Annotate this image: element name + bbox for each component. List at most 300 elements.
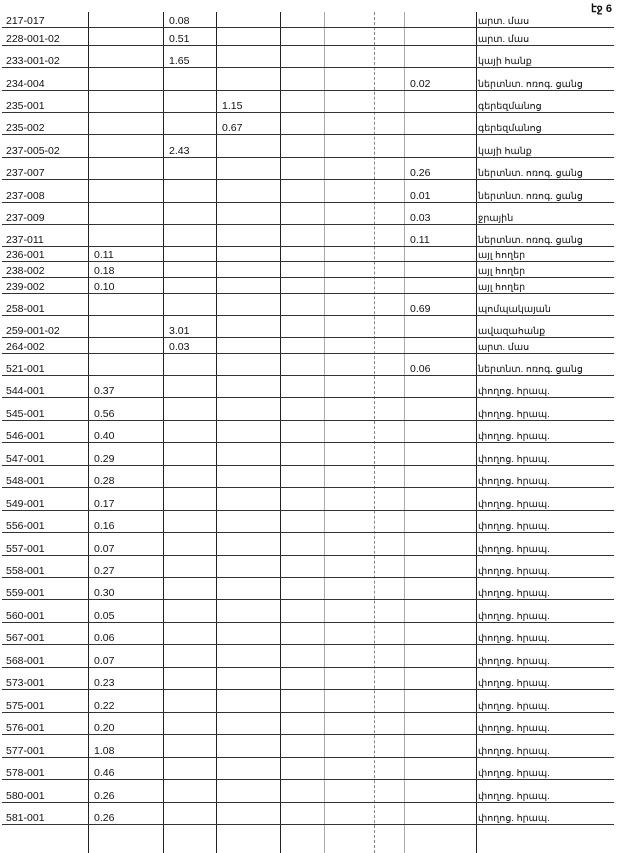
cell-description: կայի հանք: [476, 134, 614, 157]
cell-description: փողոց. հրապ.: [476, 465, 614, 487]
cell-col-3: [216, 734, 280, 757]
table-row: [2, 112, 614, 134]
cell-col-3: [216, 67, 280, 90]
cell-col-3: [216, 353, 280, 375]
cell-col-4: [280, 712, 404, 734]
cell-description: ներտնտ. ոռոգ. ցանց: [476, 67, 614, 90]
cell-col-4: [280, 90, 404, 112]
cell-col-4: [280, 465, 404, 487]
table-row: [2, 12, 614, 27]
table-row: [2, 246, 614, 261]
cell-col-5: [404, 261, 476, 277]
table-row: [2, 134, 614, 157]
cell-col-4: [280, 510, 404, 532]
table-row: [2, 157, 614, 179]
cell-col-5: [404, 599, 476, 622]
table-row: [2, 779, 614, 802]
cell-col-2: [163, 712, 216, 734]
cell-col-5: [404, 712, 476, 734]
cell-description: ավազահանք: [476, 315, 614, 337]
cell-col-2: [163, 802, 216, 824]
cell-description: փողոց. հրապ.: [476, 712, 614, 734]
cell-col-5: 0.11: [404, 224, 476, 246]
cell-parcel-code: 578-001: [2, 757, 88, 779]
cell-col-1: 0.20: [88, 712, 163, 734]
cell-col-1: [88, 157, 163, 179]
cell-description: ներտնտ. ոռոգ. ցանց: [476, 353, 614, 375]
cell-parcel-code: 546-001: [2, 420, 88, 442]
cell-col-2: [163, 420, 216, 442]
cell-description: փողոց. հրապ.: [476, 420, 614, 442]
cell-col-5: [404, 532, 476, 555]
cell-parcel-code: 258-001: [2, 293, 88, 315]
cell-col-4: [280, 134, 404, 157]
cell-parcel-code: 544-001: [2, 375, 88, 397]
cell-col-4: [280, 757, 404, 779]
cell-col-1: 0.46: [88, 757, 163, 779]
cell-col-2: [163, 487, 216, 510]
cell-col-2: [163, 224, 216, 246]
cell-col-3: [216, 261, 280, 277]
cell-col-3: [216, 277, 280, 293]
cell-col-2: 0.08: [163, 12, 216, 27]
table-row: [2, 734, 614, 757]
cell-col-5: [404, 375, 476, 397]
table-row: [2, 293, 614, 315]
cell-col-5: [404, 246, 476, 261]
cell-col-1: [88, 112, 163, 134]
cell-col-3: [216, 555, 280, 577]
cell-col-2: [163, 179, 216, 202]
cell-col-5: [404, 734, 476, 757]
cell-col-4: [280, 12, 404, 27]
cell-parcel-code: 237-005-02: [2, 134, 88, 157]
table-row: [2, 487, 614, 510]
cell-col-1: 0.40: [88, 420, 163, 442]
cell-col-1: 0.30: [88, 577, 163, 599]
cell-col-4: [280, 45, 404, 67]
cell-col-1: [88, 202, 163, 224]
cell-col-4: [280, 246, 404, 261]
cell-col-1: 0.18: [88, 261, 163, 277]
cell-col-3: [216, 712, 280, 734]
table-row: [2, 599, 614, 622]
cell-col-4: [280, 261, 404, 277]
cell-col-4: [280, 555, 404, 577]
cell-parcel-code: 521-001: [2, 353, 88, 375]
cell-col-3: [216, 757, 280, 779]
cell-col-3: [216, 577, 280, 599]
cell-parcel-code: 264-002: [2, 337, 88, 353]
cell-col-1: 1.08: [88, 734, 163, 757]
cell-col-4: [280, 27, 404, 45]
cell-col-4: [280, 442, 404, 465]
cell-description: արտ. մաս: [476, 337, 614, 353]
table-row: [2, 442, 614, 465]
cell-col-4: [280, 622, 404, 644]
table-row: [2, 337, 614, 353]
cell-col-4: [280, 353, 404, 375]
table-row: [2, 277, 614, 293]
cell-parcel-code: 556-001: [2, 510, 88, 532]
cell-parcel-code: 568-001: [2, 644, 88, 667]
land-parcel-table: [2, 12, 614, 825]
cell-parcel-code: 575-001: [2, 689, 88, 712]
cell-col-5: [404, 45, 476, 67]
cell-parcel-code: 576-001: [2, 712, 88, 734]
cell-col-2: [163, 510, 216, 532]
cell-col-1: 0.16: [88, 510, 163, 532]
cell-col-4: [280, 420, 404, 442]
cell-col-1: 0.56: [88, 397, 163, 420]
cell-col-5: [404, 397, 476, 420]
cell-col-3: [216, 134, 280, 157]
cell-description: փողոց. հրապ.: [476, 802, 614, 824]
cell-col-4: [280, 577, 404, 599]
cell-parcel-code: 259-001-02: [2, 315, 88, 337]
cell-description: գերեզմանոց: [476, 112, 614, 134]
cell-description: փողոց. հրապ.: [476, 375, 614, 397]
table-row: [2, 532, 614, 555]
cell-col-4: [280, 802, 404, 824]
cell-parcel-code: 238-002: [2, 261, 88, 277]
cell-col-5: [404, 90, 476, 112]
cell-col-2: [163, 442, 216, 465]
cell-col-1: 0.07: [88, 644, 163, 667]
cell-parcel-code: 237-011: [2, 224, 88, 246]
cell-col-5: [404, 337, 476, 353]
cell-col-5: [404, 779, 476, 802]
cell-col-5: [404, 277, 476, 293]
cell-col-2: [163, 689, 216, 712]
cell-col-3: [216, 510, 280, 532]
cell-col-5: [404, 134, 476, 157]
cell-col-4: [280, 179, 404, 202]
cell-parcel-code: 237-009: [2, 202, 88, 224]
cell-description: փողոց. հրապ.: [476, 442, 614, 465]
cell-col-4: [280, 293, 404, 315]
cell-parcel-code: 237-008: [2, 179, 88, 202]
cell-col-1: [88, 337, 163, 353]
cell-parcel-code: 559-001: [2, 577, 88, 599]
cell-col-5: 0.02: [404, 67, 476, 90]
cell-col-2: [163, 599, 216, 622]
cell-col-3: [216, 157, 280, 179]
cell-col-5: [404, 420, 476, 442]
cell-col-2: 2.43: [163, 134, 216, 157]
cell-col-2: 1.65: [163, 45, 216, 67]
cell-col-1: [88, 179, 163, 202]
cell-parcel-code: 234-004: [2, 67, 88, 90]
table-row: [2, 757, 614, 779]
cell-col-3: [216, 315, 280, 337]
cell-col-2: [163, 779, 216, 802]
cell-description: փողոց. հրապ.: [476, 577, 614, 599]
cell-parcel-code: 237-007: [2, 157, 88, 179]
cell-col-3: [216, 644, 280, 667]
cell-parcel-code: 235-001: [2, 90, 88, 112]
cell-col-1: 0.26: [88, 779, 163, 802]
cell-col-3: [216, 487, 280, 510]
cell-col-2: [163, 734, 216, 757]
cell-col-2: [163, 622, 216, 644]
cell-col-2: 0.51: [163, 27, 216, 45]
cell-col-1: [88, 45, 163, 67]
cell-description: պոմպակայան: [476, 293, 614, 315]
table-row: [2, 577, 614, 599]
cell-parcel-code: 217-017: [2, 12, 88, 27]
cell-description: փողոց. հրապ.: [476, 487, 614, 510]
cell-col-4: [280, 112, 404, 134]
cell-col-2: [163, 202, 216, 224]
cell-col-2: [163, 246, 216, 261]
cell-col-3: [216, 202, 280, 224]
cell-col-4: [280, 779, 404, 802]
cell-col-4: [280, 689, 404, 712]
cell-col-4: [280, 277, 404, 293]
table-row: [2, 622, 614, 644]
cell-col-4: [280, 157, 404, 179]
cell-col-4: [280, 337, 404, 353]
cell-col-3: [216, 397, 280, 420]
cell-col-5: 0.03: [404, 202, 476, 224]
cell-col-2: [163, 112, 216, 134]
table-row: [2, 712, 614, 734]
cell-col-4: [280, 397, 404, 420]
cell-description: փողոց. հրապ.: [476, 532, 614, 555]
table-row: [2, 510, 614, 532]
cell-col-4: [280, 667, 404, 689]
cell-col-5: 0.69: [404, 293, 476, 315]
cell-description: փողոց. հրապ.: [476, 779, 614, 802]
cell-col-4: [280, 599, 404, 622]
cell-col-3: [216, 599, 280, 622]
cell-parcel-code: 547-001: [2, 442, 88, 465]
cell-col-3: [216, 779, 280, 802]
cell-col-1: [88, 224, 163, 246]
table-row: [2, 67, 614, 90]
cell-col-5: [404, 27, 476, 45]
cell-col-5: [404, 644, 476, 667]
table-row: [2, 644, 614, 667]
cell-col-5: 0.06: [404, 353, 476, 375]
cell-col-2: [163, 261, 216, 277]
cell-col-4: [280, 202, 404, 224]
cell-parcel-code: 545-001: [2, 397, 88, 420]
table-row: [2, 802, 614, 824]
cell-col-2: [163, 67, 216, 90]
cell-col-5: [404, 689, 476, 712]
cell-col-5: 0.01: [404, 179, 476, 202]
table-row: [2, 689, 614, 712]
cell-col-3: [216, 442, 280, 465]
table-row: [2, 179, 614, 202]
cell-col-2: [163, 667, 216, 689]
table-row: [2, 224, 614, 246]
cell-col-4: [280, 375, 404, 397]
table-row: [2, 202, 614, 224]
cell-col-3: 0.67: [216, 112, 280, 134]
table-row: [2, 555, 614, 577]
cell-col-2: [163, 577, 216, 599]
cell-parcel-code: 239-002: [2, 277, 88, 293]
cell-col-3: [216, 667, 280, 689]
table-row: [2, 667, 614, 689]
cell-col-5: [404, 487, 476, 510]
cell-col-3: [216, 420, 280, 442]
cell-col-1: [88, 134, 163, 157]
cell-col-4: [280, 644, 404, 667]
cell-parcel-code: 235-002: [2, 112, 88, 134]
cell-description: փողոց. հրապ.: [476, 555, 614, 577]
cell-col-2: 0.03: [163, 337, 216, 353]
cell-col-5: [404, 667, 476, 689]
cell-description: այլ հողեր: [476, 246, 614, 261]
cell-col-3: 1.15: [216, 90, 280, 112]
cell-col-1: 0.06: [88, 622, 163, 644]
cell-col-1: 0.28: [88, 465, 163, 487]
cell-parcel-code: 228-001-02: [2, 27, 88, 45]
cell-col-1: 0.27: [88, 555, 163, 577]
page-number: էջ 6: [591, 3, 612, 15]
cell-col-5: [404, 622, 476, 644]
cell-col-2: [163, 465, 216, 487]
cell-col-3: [216, 465, 280, 487]
cell-parcel-code: 577-001: [2, 734, 88, 757]
cell-parcel-code: 236-001: [2, 246, 88, 261]
cell-col-2: [163, 353, 216, 375]
cell-col-4: [280, 532, 404, 555]
cell-col-2: [163, 293, 216, 315]
cell-col-3: [216, 27, 280, 45]
cell-description: գերեզմանոց: [476, 90, 614, 112]
cell-col-4: [280, 67, 404, 90]
cell-col-5: [404, 465, 476, 487]
cell-col-1: 0.26: [88, 802, 163, 824]
cell-col-1: 0.07: [88, 532, 163, 555]
table-row: [2, 397, 614, 420]
cell-col-3: [216, 45, 280, 67]
cell-col-2: [163, 397, 216, 420]
cell-col-2: [163, 375, 216, 397]
cell-col-3: [216, 622, 280, 644]
cell-col-1: [88, 67, 163, 90]
cell-col-1: 0.37: [88, 375, 163, 397]
cell-col-3: [216, 224, 280, 246]
cell-parcel-code: 567-001: [2, 622, 88, 644]
cell-description: ներտնտ. ոռոգ. ցանց: [476, 179, 614, 202]
table-row: [2, 465, 614, 487]
cell-col-1: 0.29: [88, 442, 163, 465]
cell-col-2: [163, 757, 216, 779]
cell-parcel-code: 560-001: [2, 599, 88, 622]
cell-description: փողոց. հրապ.: [476, 689, 614, 712]
cell-col-1: [88, 27, 163, 45]
table-row: [2, 353, 614, 375]
cell-col-1: [88, 293, 163, 315]
cell-col-3: [216, 179, 280, 202]
cell-description: փողոց. հրապ.: [476, 667, 614, 689]
cell-col-3: [216, 12, 280, 27]
cell-col-2: 3.01: [163, 315, 216, 337]
cell-col-1: 0.22: [88, 689, 163, 712]
table-row: [2, 45, 614, 67]
cell-col-5: [404, 802, 476, 824]
cell-parcel-code: 549-001: [2, 487, 88, 510]
cell-col-4: [280, 734, 404, 757]
cell-col-4: [280, 224, 404, 246]
cell-col-3: [216, 532, 280, 555]
cell-col-3: [216, 375, 280, 397]
cell-description: արտ. մաս: [476, 27, 614, 45]
cell-col-4: [280, 487, 404, 510]
table-row: [2, 90, 614, 112]
cell-description: փողոց. հրապ.: [476, 510, 614, 532]
cell-col-2: [163, 157, 216, 179]
cell-col-5: [404, 510, 476, 532]
cell-col-1: 0.23: [88, 667, 163, 689]
cell-col-1: 0.17: [88, 487, 163, 510]
table-row: [2, 420, 614, 442]
cell-col-2: [163, 277, 216, 293]
cell-col-3: [216, 802, 280, 824]
cell-col-5: [404, 315, 476, 337]
cell-description: փողոց. հրապ.: [476, 734, 614, 757]
cell-description: փողոց. հրապ.: [476, 397, 614, 420]
cell-description: արտ. մաս: [476, 12, 614, 27]
cell-col-2: [163, 644, 216, 667]
cell-col-1: [88, 315, 163, 337]
cell-col-2: [163, 532, 216, 555]
table-row: [2, 315, 614, 337]
cell-description: փողոց. հրապ.: [476, 599, 614, 622]
cell-col-5: [404, 112, 476, 134]
cell-description: ջրային: [476, 202, 614, 224]
cell-description: ներտնտ. ոռոգ. ցանց: [476, 224, 614, 246]
cell-parcel-code: 557-001: [2, 532, 88, 555]
cell-col-5: [404, 442, 476, 465]
cell-col-5: 0.26: [404, 157, 476, 179]
cell-description: փողոց. հրապ.: [476, 622, 614, 644]
cell-parcel-code: 548-001: [2, 465, 88, 487]
cell-col-5: [404, 12, 476, 27]
cell-col-5: [404, 577, 476, 599]
cell-col-1: [88, 90, 163, 112]
cell-description: այլ հողեր: [476, 261, 614, 277]
cell-col-1: [88, 12, 163, 27]
cell-parcel-code: 581-001: [2, 802, 88, 824]
table-row: [2, 261, 614, 277]
cell-col-5: [404, 555, 476, 577]
cell-description: փողոց. հրապ.: [476, 757, 614, 779]
cell-col-5: [404, 757, 476, 779]
cell-parcel-code: 233-001-02: [2, 45, 88, 67]
cell-col-2: [163, 555, 216, 577]
cell-col-1: [88, 353, 163, 375]
cell-parcel-code: 573-001: [2, 667, 88, 689]
cell-col-3: [216, 689, 280, 712]
cell-col-2: [163, 90, 216, 112]
cell-description: կայի հանք: [476, 45, 614, 67]
table-row: [2, 27, 614, 45]
cell-description: ներտնտ. ոռոգ. ցանց: [476, 157, 614, 179]
cell-col-3: [216, 246, 280, 261]
cell-col-3: [216, 293, 280, 315]
cell-col-1: 0.11: [88, 246, 163, 261]
cell-parcel-code: 558-001: [2, 555, 88, 577]
cell-description: փողոց. հրապ.: [476, 644, 614, 667]
table-row: [2, 375, 614, 397]
